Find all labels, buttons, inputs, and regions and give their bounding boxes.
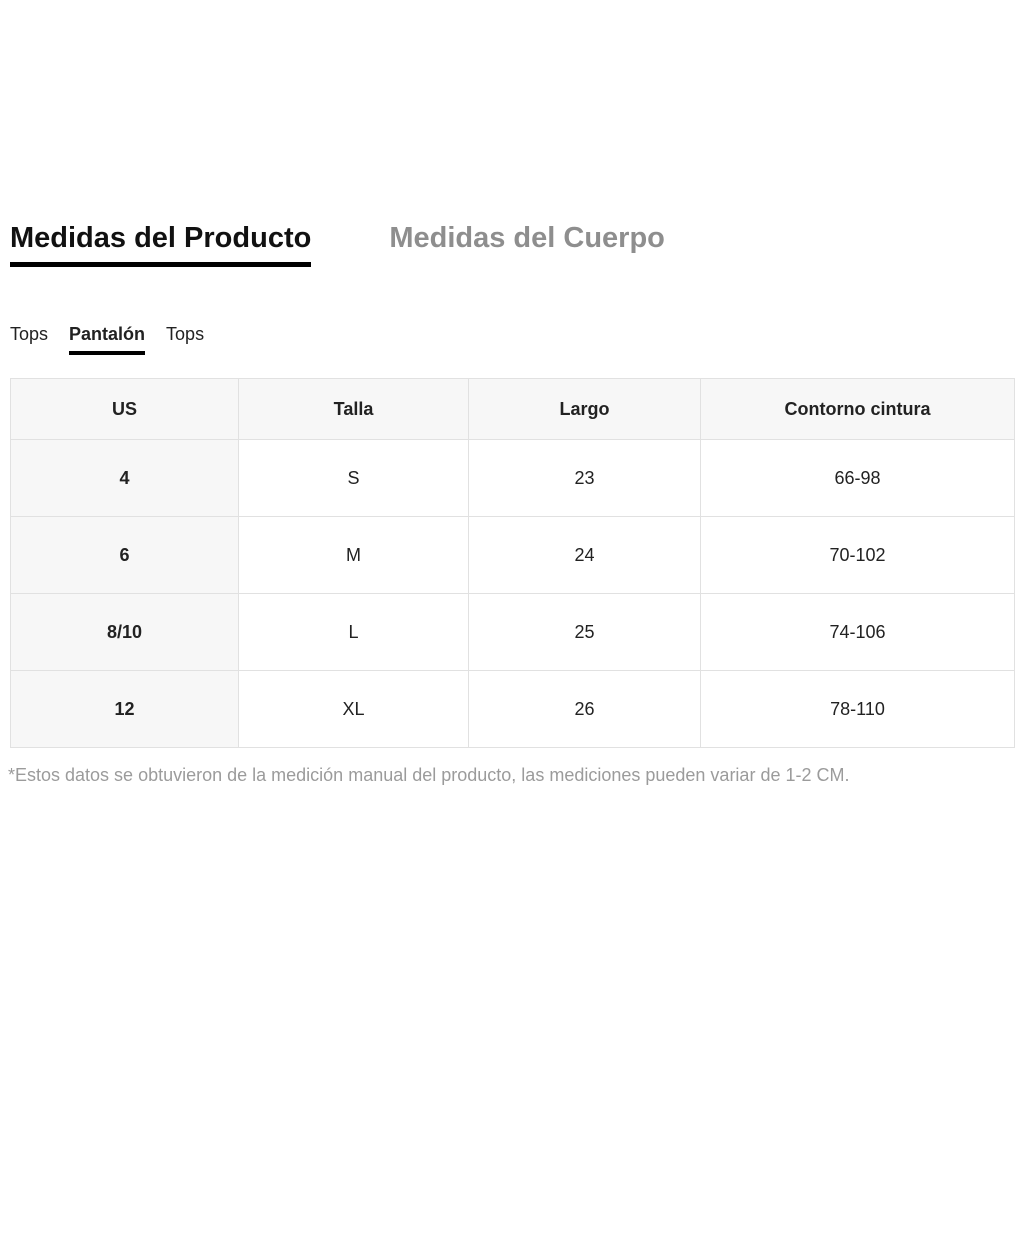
cell-us: 4: [11, 440, 239, 517]
col-header-talla: Talla: [239, 379, 469, 440]
cell-largo: 23: [469, 440, 701, 517]
table-row: [11, 440, 1015, 517]
cell-largo: 24: [469, 517, 701, 594]
cell-us: 6: [11, 517, 239, 594]
cell-talla: M: [239, 517, 469, 594]
cell-talla: S: [239, 440, 469, 517]
col-header-largo: Largo: [469, 379, 701, 440]
measurement-disclaimer: *Estos datos se obtuvieron de la medición manual del producto, las mediciones pueden variar de 1-2 CM.: [8, 765, 850, 785]
cell-talla: L: [239, 594, 469, 671]
cell-contorno-cintura: 78-110: [701, 671, 1015, 748]
subtab-tops-1[interactable]: Tops: [10, 324, 49, 344]
table-row: [11, 594, 1015, 671]
size-table: [10, 378, 1015, 748]
subtab-pantalon[interactable]: Pantalón: [69, 325, 145, 355]
col-header-contorno-cintura: Contorno cintura: [701, 379, 1015, 440]
cell-contorno-cintura: 74-106: [701, 594, 1015, 671]
size-chart-panel: [0, 224, 1024, 787]
cell-largo: 25: [469, 594, 701, 671]
cell-talla: XL: [239, 671, 469, 748]
cell-largo: 26: [469, 671, 701, 748]
cell-us: 8/10: [11, 594, 239, 671]
col-header-us: US: [11, 379, 239, 440]
table-header-row: [11, 379, 1015, 440]
cell-us: 12: [11, 671, 239, 748]
tab-product-measurements[interactable]: Medidas del Producto: [10, 224, 311, 267]
measurement-tabs: [10, 224, 1014, 267]
cell-contorno-cintura: 66-98: [701, 440, 1015, 517]
category-tabs: [10, 325, 1014, 355]
cell-contorno-cintura: 70-102: [701, 517, 1015, 594]
tab-body-measurements[interactable]: Medidas del Cuerpo: [389, 222, 665, 254]
table-row: [11, 671, 1015, 748]
subtab-tops-2[interactable]: Tops: [166, 324, 205, 344]
table-row: [11, 517, 1015, 594]
